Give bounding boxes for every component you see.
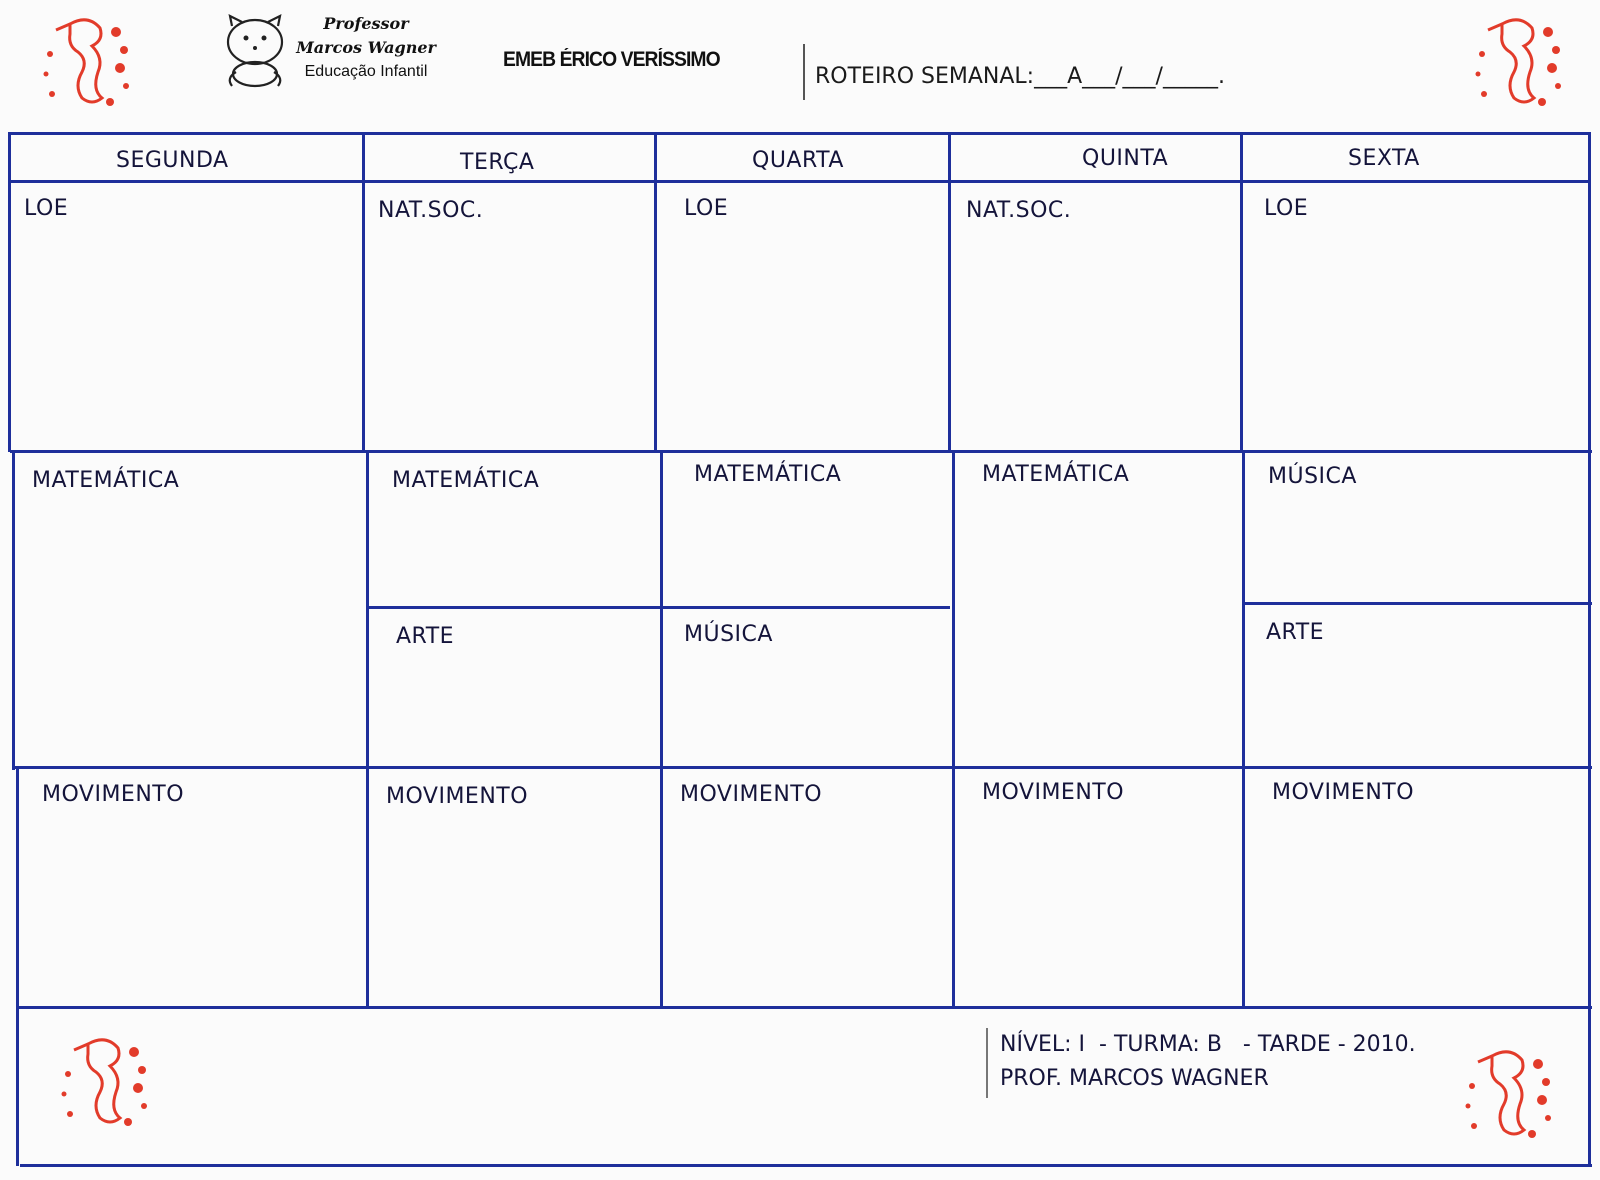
grid-line	[368, 606, 950, 609]
grid-line	[20, 1164, 1592, 1167]
grid-line	[952, 450, 955, 1008]
subject-quarta-4: MOVIMENTO	[680, 782, 823, 807]
grid-line	[654, 132, 657, 452]
seahorse-icon	[30, 6, 140, 116]
grid-line	[16, 766, 19, 1166]
subject-quinta-1: NAT.SOC.	[966, 198, 1072, 223]
subject-terca-3: ARTE	[396, 624, 455, 649]
grid-line	[14, 766, 1592, 769]
logo-line-name: Marcos Wagner	[296, 38, 436, 57]
grid-line	[1240, 132, 1243, 452]
teacher-name: PROF. MARCOS WAGNER	[1000, 1066, 1269, 1091]
day-header-segunda: SEGUNDA	[116, 148, 229, 173]
subject-quinta-3: MOVIMENTO	[982, 780, 1125, 805]
subject-segunda-3: MOVIMENTO	[42, 782, 185, 807]
logo-line-subtitle: Educação Infantil	[304, 63, 428, 80]
subject-sexta-3: ARTE	[1266, 620, 1325, 645]
grid-line	[8, 132, 1590, 135]
subject-sexta-4: MOVIMENTO	[1272, 780, 1415, 805]
subject-segunda-2: MATEMÁTICA	[32, 468, 180, 493]
cat-icon	[218, 12, 292, 90]
grid-line	[660, 450, 663, 1008]
subject-terca-1: NAT.SOC.	[378, 198, 484, 223]
subject-terca-2: MATEMÁTICA	[392, 468, 540, 493]
grid-line	[8, 180, 1590, 183]
grid-line	[1244, 602, 1592, 605]
footer-divider	[986, 1028, 988, 1098]
roteiro-semanal-label: ROTEIRO SEMANAL:___A___/___/_____.	[815, 64, 1225, 89]
grid-line	[12, 450, 15, 770]
grid-line	[8, 132, 11, 452]
subject-sexta-2: MÚSICA	[1268, 464, 1357, 489]
class-info: NÍVEL: I - TURMA: B - TARDE - 2010.	[1000, 1032, 1416, 1057]
day-header-terca: TERÇA	[460, 150, 535, 175]
seahorse-icon	[48, 1026, 158, 1136]
school-name: EMEB ÉRICO VERÍSSIMO	[503, 48, 720, 71]
grid-line	[1242, 450, 1245, 1008]
seahorse-icon	[1462, 6, 1572, 116]
grid-line	[362, 132, 365, 452]
day-header-sexta: SEXTA	[1348, 146, 1420, 171]
seahorse-icon	[1452, 1038, 1562, 1148]
subject-segunda-1: LOE	[24, 196, 69, 221]
day-header-quinta: QUINTA	[1082, 146, 1169, 171]
logo-line-professor: Professor	[323, 14, 409, 33]
subject-terca-4: MOVIMENTO	[386, 784, 529, 809]
grid-line	[10, 450, 1592, 453]
day-header-quarta: QUARTA	[752, 148, 844, 173]
subject-quinta-2: MATEMÁTICA	[982, 462, 1130, 487]
header-divider	[803, 44, 805, 100]
subject-sexta-1: LOE	[1264, 196, 1309, 221]
teacher-logo	[218, 12, 438, 92]
subject-quarta-1: LOE	[684, 196, 729, 221]
grid-line	[18, 1006, 1592, 1009]
grid-line	[948, 132, 951, 452]
subject-quarta-2: MATEMÁTICA	[694, 462, 842, 487]
grid-line	[1588, 132, 1591, 1166]
subject-quarta-3: MÚSICA	[684, 622, 773, 647]
grid-line	[366, 450, 369, 1008]
